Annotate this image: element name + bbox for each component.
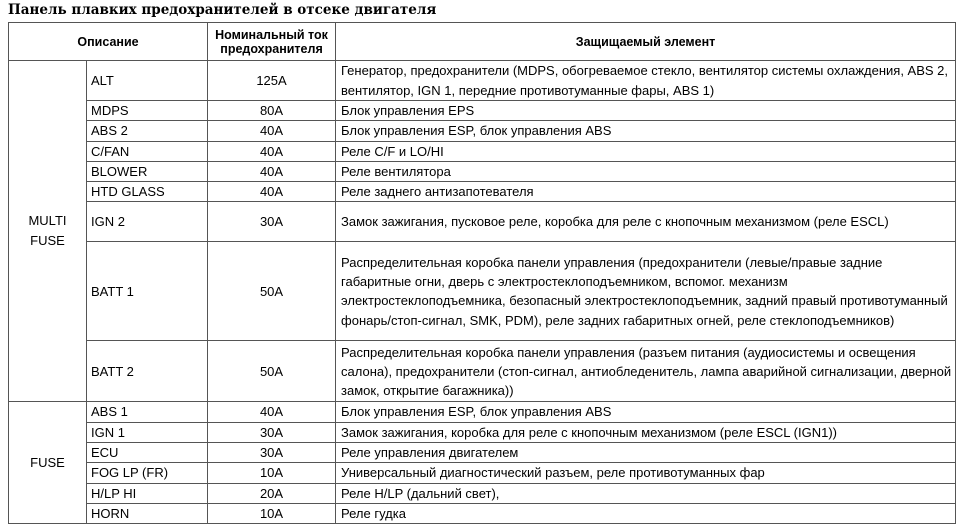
fuse-name: ABS 1: [87, 402, 208, 422]
table-row: [9, 402, 956, 422]
group-label: MULTI FUSE: [9, 61, 87, 402]
fuse-rating: 10A: [208, 463, 336, 483]
table-row: [9, 463, 956, 483]
header-rating: Номинальный ток предохранителя: [208, 23, 336, 61]
fuse-rating: 125A: [208, 61, 336, 101]
fuse-name: HORN: [87, 503, 208, 523]
table-row: [9, 483, 956, 503]
fuse-name: HTD GLASS: [87, 182, 208, 202]
fuse-rating: 40A: [208, 141, 336, 161]
fuse-rating: 40A: [208, 121, 336, 141]
table-row: [9, 182, 956, 202]
fuse-element: Распределительная коробка панели управления (разъем питания (аудиосистемы и освещения салона), предохранители (стоп-сигнал, антиобледенитель, лампа аварийной сигнализации, дверной замок, открытие багажника)): [336, 341, 956, 402]
fuse-element: Универсальный диагностический разъем, реле противотуманных фар: [336, 463, 956, 483]
table-row: [9, 121, 956, 141]
fuse-rating: 20A: [208, 483, 336, 503]
fuse-rating: 30A: [208, 443, 336, 463]
fuse-rating: 40A: [208, 402, 336, 422]
table-row: [9, 161, 956, 181]
group-label: FUSE: [9, 402, 87, 524]
table-row: [9, 202, 956, 242]
fuse-rating: 30A: [208, 422, 336, 442]
fuse-element: Реле вентилятора: [336, 161, 956, 181]
table-row: [9, 61, 956, 101]
fuse-name: BATT 2: [87, 341, 208, 402]
fuse-element: Реле управления двигателем: [336, 443, 956, 463]
fuse-element: Замок зажигания, пусковое реле, коробка для реле с кнопочным механизмом (реле ESCL): [336, 202, 956, 242]
fuse-element: Реле гудка: [336, 503, 956, 523]
fuse-name: FOG LP (FR): [87, 463, 208, 483]
fuse-rating: 80A: [208, 101, 336, 121]
table-row: [9, 443, 956, 463]
header-element: Защищаемый элемент: [336, 23, 956, 61]
fuse-rating: 10A: [208, 503, 336, 523]
fuse-name: ALT: [87, 61, 208, 101]
table-row: [9, 341, 956, 402]
fuse-element: Реле C/F и LO/HI: [336, 141, 956, 161]
fuse-name: H/LP HI: [87, 483, 208, 503]
fuse-element: Распределительная коробка панели управления (предохранители (левые/правые задние габаритные огни, дверь с электростеклоподъемником, вспомог. механизм электростеклоподъемника, безопасный электростеклоподъемник, задний правый противотуманный фонарь/стоп-сигнал, SMK, PDM), реле задних габаритных огней, реле стеклоподъемников): [336, 242, 956, 341]
fuse-rating: 30A: [208, 202, 336, 242]
fuse-rating: 50A: [208, 242, 336, 341]
fuse-name: IGN 1: [87, 422, 208, 442]
fuse-table: [8, 22, 956, 524]
fuse-name: ECU: [87, 443, 208, 463]
fuse-name: ABS 2: [87, 121, 208, 141]
table-row: [9, 503, 956, 523]
fuse-element: Блок управления EPS: [336, 101, 956, 121]
fuse-rating: 40A: [208, 182, 336, 202]
fuse-name: IGN 2: [87, 202, 208, 242]
fuse-element: Блок управления ESP, блок управления ABS: [336, 402, 956, 422]
header-row: [9, 23, 956, 61]
table-row: [9, 141, 956, 161]
page-title: Панель плавких предохранителей в отсеке двигателя: [8, 2, 437, 18]
table-row: [9, 242, 956, 341]
fuse-element: Генератор, предохранители (MDPS, обогреваемое стекло, вентилятор системы охлаждения, ABS 2, вентилятор, IGN 1, передние противотуманные фары, ABS 1): [336, 61, 956, 101]
fuse-rating: 40A: [208, 161, 336, 181]
fuse-element: Блок управления ESP, блок управления ABS: [336, 121, 956, 141]
fuse-element: Реле заднего антизапотевателя: [336, 182, 956, 202]
fuse-element: Замок зажигания, коробка для реле с кнопочным механизмом (реле ESCL (IGN1)): [336, 422, 956, 442]
fuse-name: MDPS: [87, 101, 208, 121]
header-description: Описание: [9, 23, 208, 61]
fuse-name: C/FAN: [87, 141, 208, 161]
fuse-element: Реле H/LP (дальний свет),: [336, 483, 956, 503]
table-row: [9, 101, 956, 121]
fuse-rating: 50A: [208, 341, 336, 402]
fuse-name: BATT 1: [87, 242, 208, 341]
table-row: [9, 422, 956, 442]
fuse-name: BLOWER: [87, 161, 208, 181]
